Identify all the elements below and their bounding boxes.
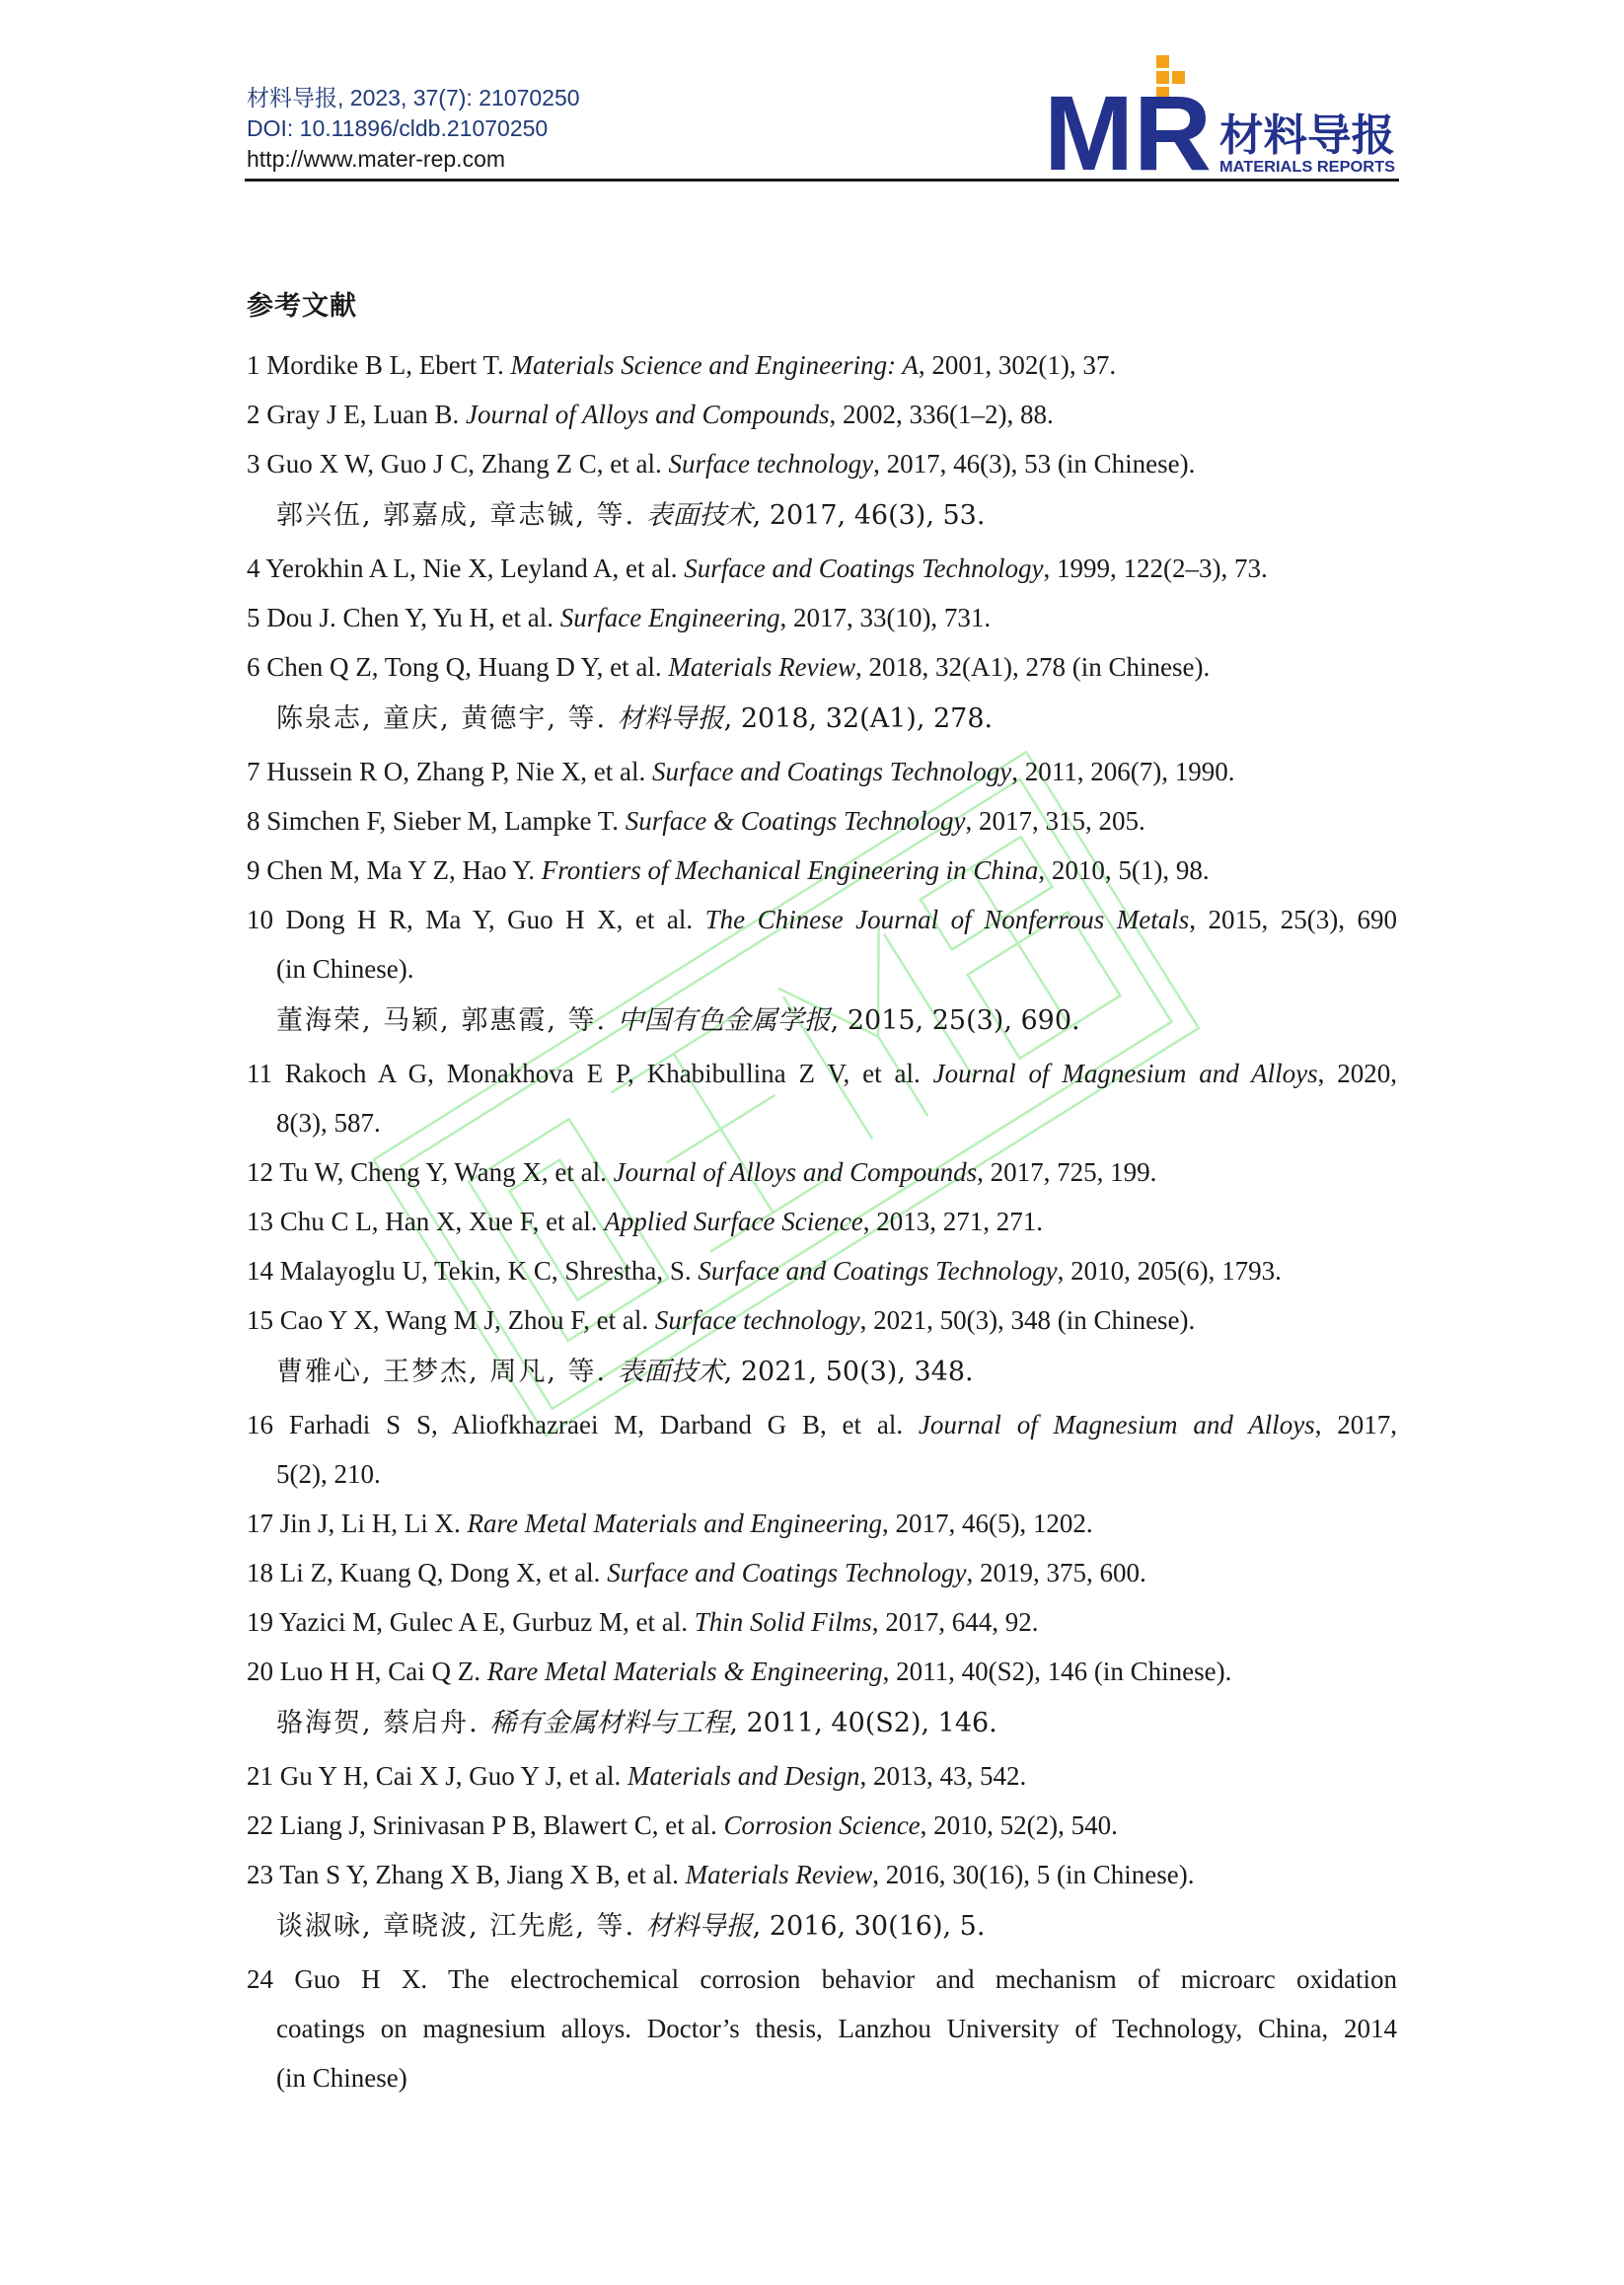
logo-orange-square-1 [1156,55,1169,68]
reference-item [247,895,1397,1046]
reference-item [247,593,1397,642]
reference-item [247,1548,1397,1597]
reference-line [247,1801,1397,1850]
reference-journal: Journal of Magnesium and Alloys [918,1410,1315,1439]
reference-authors: Farhadi S S, Aliofkhazraei M, Darband G B, et al. [288,1410,919,1439]
reference-chinese-journal: 中国有色金属学报 [617,1005,831,1036]
reference-line [247,1850,1397,1899]
reference-details: , 2015, 25(3), 690 [1189,905,1397,934]
reference-details: , 2016, 30(16), 5 (in Chinese). [872,1860,1195,1889]
reference-chinese-details: , 2021, 50(3), 348. [723,1357,974,1387]
reference-details: , 2017, 315, 205. [965,806,1145,836]
reference-line [247,1049,1397,1098]
reference-chinese-authors: 陈泉志, 童庆, 黄德宇, 等. [276,703,618,734]
reference-authors: Yerokhin A L, Nie X, Leyland A, et al. [265,553,685,583]
reference-details: , 2017, 33(10), 731. [779,603,992,632]
reference-journal: Journal of Alloys and Compounds [465,400,830,429]
reference-journal: Frontiers of Mechanical Engineering in China [541,855,1039,885]
reference-line [247,1597,1397,1647]
reference-authors: Malayoglu U, Tekin, K C, Shrestha, S. [279,1256,699,1286]
reference-chinese-details: , 2017, 46(3), 53. [752,500,986,531]
reference-details: , 2021, 50(3), 348 (in Chinese). [859,1305,1196,1335]
reference-chinese-journal: 表面技术 [645,500,753,531]
reference-authors: Chu C L, Han X, Xue F, et al. [279,1207,605,1236]
reference-number: 6 [247,652,260,682]
reference-item [247,846,1397,895]
reference-list [247,340,1397,2102]
reference-item [247,1049,1397,1147]
reference-line [247,796,1397,846]
materials-reports-logo [1044,55,1399,178]
reference-journal: Surface and Coatings Technology [651,757,1012,786]
reference-authors: Cao Y X, Wang M J, Zhou F, et al. [279,1305,655,1335]
reference-item [247,1597,1397,1647]
reference-journal: Surface and Coatings Technology [607,1558,967,1587]
reference-details: , 2013, 43, 542. [859,1761,1027,1791]
reference-number: 20 [247,1657,273,1686]
reference-line [247,642,1397,692]
reference-journal: Surface and Coatings Technology [684,553,1044,583]
reference-line [247,747,1397,796]
reference-chinese-line [247,996,1397,1046]
reference-details: , 2017, [1314,1410,1398,1439]
logo-english-title: MATERIALS REPORTS [1219,159,1396,176]
reference-number: 18 [247,1558,273,1587]
reference-authors: Gray J E, Luan B. [266,400,466,429]
reference-authors: Hussein R O, Zhang P, Nie X, et al. [266,757,652,786]
reference-item [247,1400,1397,1499]
reference-number: 11 [247,1059,272,1088]
reference-details: , 2017, 46(5), 1202. [881,1509,1093,1538]
reference-details: , 2020, [1317,1059,1398,1088]
reference-line [247,1751,1397,1801]
reference-details: , 2017, 644, 92. [871,1607,1039,1637]
logo-chinese-title: 材料导报 [1219,111,1395,161]
reference-authors: Luo H H, Cai Q Z. [279,1657,487,1686]
reference-number: 15 [247,1305,273,1335]
reference-item [247,1850,1397,1952]
reference-line [247,390,1397,439]
reference-chinese-journal: 稀有金属材料与工程 [489,1708,730,1738]
reference-line [247,1295,1397,1345]
reference-chinese-line [247,1902,1397,1952]
reference-number: 22 [247,1810,273,1840]
reference-chinese-details: , 2011, 40(S2), 146. [729,1708,997,1738]
reference-item [247,390,1397,439]
reference-number: 13 [247,1207,273,1236]
reference-journal: Rare Metal Materials & Engineering [486,1657,883,1686]
reference-item [247,1954,1397,2102]
reference-line [247,593,1397,642]
reference-item [247,1295,1397,1397]
reference-journal: The Chinese Journal of Nonferrous Metals [704,905,1190,934]
reference-number: 12 [247,1157,273,1187]
reference-authors: Mordike B L, Ebert T. [266,350,511,380]
reference-number: 21 [247,1761,273,1791]
reference-journal: Applied Surface Science [604,1207,863,1236]
reference-number: 17 [247,1509,273,1538]
reference-item [247,1246,1397,1295]
reference-number: 1 [247,350,260,380]
reference-item [247,439,1397,541]
journal-url[interactable]: http://www.mater-rep.com [247,146,506,172]
reference-chinese-line [247,1699,1397,1748]
references-heading: 参考文献 [247,291,357,322]
reference-authors: Yazici M, Gulec A E, Gurbuz M, et al. [278,1607,695,1637]
reference-item [247,642,1397,744]
reference-number: 7 [247,757,260,786]
reference-chinese-authors: 郭兴伍, 郭嘉成, 章志铖, 等. [276,500,646,531]
reference-number: 8 [247,806,260,836]
reference-journal: Materials Science and Engineering: A [510,350,919,380]
reference-journal: Thin Solid Films [694,1607,872,1637]
reference-chinese-authors: 谈淑咏, 章晓波, 江先彪, 等. [276,1911,646,1942]
reference-authors: Chen Q Z, Tong Q, Huang D Y, et al. [266,652,669,682]
reference-number: 14 [247,1256,273,1286]
reference-chinese-authors: 骆海贺, 蔡启舟. [276,1708,490,1738]
reference-line [247,1400,1397,1449]
reference-authors: Dou J. Chen Y, Yu H, et al. [266,603,560,632]
reference-journal: Journal of Alloys and Compounds [613,1157,978,1187]
reference-item [247,747,1397,796]
reference-details: , 2017, 725, 199. [977,1157,1157,1187]
reference-journal: Materials Review [668,652,856,682]
reference-journal: Journal of Magnesium and Alloys [932,1059,1318,1088]
reference-continuation: (in Chinese) [276,2063,407,2093]
reference-details: , 2010, 205(6), 1793. [1057,1256,1282,1286]
reference-item [247,1499,1397,1548]
reference-number: 10 [247,905,273,934]
reference-chinese-details: , 2018, 32(A1), 278. [723,703,994,734]
reference-line [247,1499,1397,1548]
reference-continuation: 8(3), 587. [276,1108,381,1138]
reference-number: 9 [247,855,260,885]
reference-chinese-authors: 董海荣, 马颖, 郭惠霞, 等. [276,1005,618,1036]
reference-item [247,544,1397,593]
reference-chinese-details: , 2015, 25(3), 690. [830,1005,1080,1036]
reference-journal: Surface and Coatings Technology [698,1256,1058,1286]
reference-authors: Simchen F, Sieber M, Lampke T. [266,806,626,836]
reference-details: , 2001, 302(1), 37. [918,350,1117,380]
reference-line [247,895,1397,944]
reference-authors: Tan S Y, Zhang X B, Jiang X B, et al. [279,1860,686,1889]
reference-number: 24 [247,1964,273,1994]
reference-line [247,1197,1397,1246]
reference-line [247,340,1397,390]
reference-details: , 2018, 32(A1), 278 (in Chinese). [855,652,1211,682]
reference-authors: Guo X W, Guo J C, Zhang Z C, et al. [266,449,669,479]
reference-journal: Surface Engineering [559,603,780,632]
reference-chinese-authors: 曹雅心, 王梦杰, 周凡, 等. [276,1357,618,1387]
reference-authors: Rakoch A G, Monakhova E P, Khabibullina Z V, et al. [284,1059,933,1088]
reference-details: , 2011, 206(7), 1990. [1011,757,1235,786]
reference-number: 2 [247,400,260,429]
reference-item [247,1147,1397,1197]
logo-mr-letters: MR [1044,73,1212,178]
reference-number: 4 [247,553,260,583]
reference-authors: Guo H X. The electrochemical corrosion behavior and mechanism of microarc oxidation [294,1964,1398,1994]
reference-journal: Rare Metal Materials and Engineering [467,1509,882,1538]
reference-authors: Tu W, Cheng Y, Wang X, et al. [279,1157,614,1187]
reference-journal: Surface & Coatings Technology [625,806,966,836]
reference-line [247,1954,1397,2004]
reference-number: 3 [247,449,260,479]
reference-authors: Liang J, Srinivasan P B, Blawert C, et al. [279,1810,724,1840]
journal-header-info [247,83,580,175]
reference-chinese-line [247,695,1397,744]
reference-item [247,1647,1397,1748]
reference-chinese-details: , 2016, 30(16), 5. [752,1911,986,1942]
reference-chinese-journal: 表面技术 [617,1357,724,1387]
reference-details: , 2013, 271, 271. [862,1207,1043,1236]
reference-line [247,439,1397,488]
reference-details: , 2019, 375, 600. [966,1558,1146,1587]
reference-details: , 2010, 52(2), 540. [920,1810,1118,1840]
reference-item [247,1801,1397,1850]
reference-line [247,1147,1397,1197]
reference-chinese-line [247,1348,1397,1397]
citation-line: 材料导报, 2023, 37(7): 21070250 [247,85,580,111]
reference-line [247,846,1397,895]
reference-item [247,1751,1397,1801]
reference-line [247,1647,1397,1696]
reference-item [247,340,1397,390]
reference-line [247,544,1397,593]
reference-authors: Chen M, Ma Y Z, Hao Y. [266,855,542,885]
reference-chinese-journal: 材料导报 [645,1911,753,1942]
reference-item [247,1197,1397,1246]
reference-continuation: (in Chinese). [276,954,414,984]
reference-line [247,1246,1397,1295]
reference-journal: Materials and Design [627,1761,860,1791]
reference-details: , 2010, 5(1), 98. [1038,855,1210,885]
reference-line [247,1548,1397,1597]
reference-authors: Jin J, Li H, Li X. [279,1509,468,1538]
reference-authors: Li Z, Kuang Q, Dong X, et al. [279,1558,608,1587]
reference-chinese-journal: 材料导报 [617,703,724,734]
reference-journal: Corrosion Science [723,1810,921,1840]
reference-details: , 2002, 336(1–2), 88. [829,400,1054,429]
reference-journal: Surface technology [654,1305,860,1335]
reference-details: , 2011, 40(S2), 146 (in Chinese). [882,1657,1232,1686]
reference-continuation: 5(2), 210. [276,1459,381,1489]
reference-number: 19 [247,1607,273,1637]
reference-authors: Dong H R, Ma Y, Guo H X, et al. [285,905,705,934]
reference-details: , 2017, 46(3), 53 (in Chinese). [873,449,1196,479]
reference-details: , 1999, 122(2–3), 73. [1043,553,1268,583]
reference-number: 5 [247,603,260,632]
reference-item [247,796,1397,846]
reference-number: 23 [247,1860,273,1889]
reference-chinese-line [247,491,1397,541]
header-divider [245,179,1399,182]
reference-number: 16 [247,1410,273,1439]
reference-journal: Materials Review [685,1860,873,1889]
reference-continuation: coatings on magnesium alloys. Doctor’s thesis, Lanzhou University of Technology, China, 2014 [276,2014,1397,2043]
doi-line: DOI: 10.11896/cldb.21070250 [247,115,549,141]
reference-authors: Gu Y H, Cai X J, Guo Y J, et al. [279,1761,627,1791]
reference-journal: Surface technology [668,449,874,479]
